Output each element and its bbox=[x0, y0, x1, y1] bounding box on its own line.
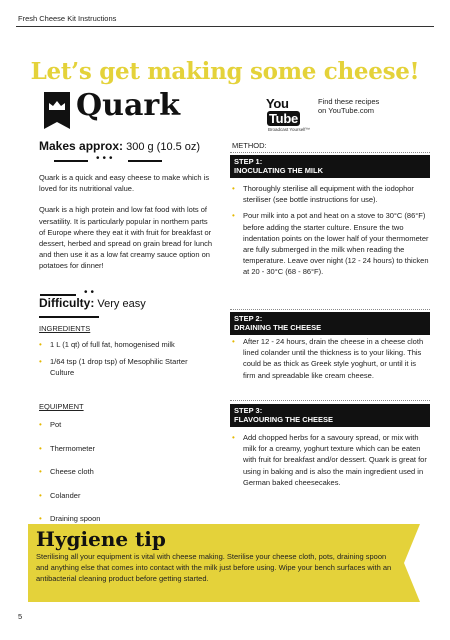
header-divider bbox=[16, 26, 434, 27]
step-1-list bbox=[232, 183, 430, 280]
youtube-logo-tube: Tube bbox=[269, 111, 298, 126]
step-divider bbox=[230, 400, 430, 401]
step-label: STEP 1: bbox=[234, 157, 263, 166]
ingredients-heading: INGREDIENTS bbox=[39, 324, 91, 333]
list-item: • Colander bbox=[39, 490, 209, 501]
page-number: 5 bbox=[18, 612, 23, 621]
makes-label: Makes approx: bbox=[39, 139, 124, 153]
step-title: INOCULATING THE MILK bbox=[234, 165, 324, 175]
intro-paragraph: Quark is a high protein and low fat food with lots of versatility. It is particularly popular in northern parts of Europe where they eat it with fruit for breakfast or dessert, herbed and spread on grain bread for lunch and then use it as a low fat creamy sauce option on potatoes for dinner! bbox=[39, 205, 213, 271]
youtube-logo[interactable] bbox=[266, 96, 312, 132]
header-title: Fresh Cheese Kit Instructions bbox=[18, 14, 117, 23]
list-item: • Pot bbox=[39, 419, 209, 430]
step-2-list bbox=[232, 336, 430, 383]
list-item: • Thoroughly sterilise all equipment with the iodophor steriliser (see bottle instructions for use). bbox=[232, 183, 430, 205]
hygiene-title: Hygiene tip bbox=[36, 527, 166, 551]
youtube-line-2[interactable]: on YouTube.com bbox=[318, 106, 375, 115]
step-1-header bbox=[230, 155, 430, 178]
list-item: • Cheese cloth bbox=[39, 466, 209, 477]
youtube-line-1: Find these recipes bbox=[318, 97, 380, 106]
list-item: • 1/64 tsp (1 drop tsp) of Mesophilic Starter Culture bbox=[39, 356, 209, 378]
ingredients-list bbox=[39, 339, 209, 378]
step-divider bbox=[230, 309, 430, 310]
youtube-logo-you: You bbox=[266, 96, 289, 111]
intro-paragraph: Quark is a quick and easy cheese to make which is loved for its nutritional value. bbox=[39, 173, 210, 194]
page-title: Let’s get making some cheese! bbox=[30, 58, 420, 85]
step-3-header bbox=[230, 404, 430, 427]
intro-text bbox=[39, 172, 214, 282]
list-item: • Pour milk into a pot and heat on a stove to 30°C (86°F) before adding the starter culture. Ensure the two indentation points on the lower half of your thermometer are fully submerged in the milk when reading the temperature. Leave over night (12 - 24 hours) to thicken at 20 - 30°C (68 - 86°F). bbox=[232, 210, 430, 277]
list-item: • Draining spoon bbox=[39, 513, 209, 524]
difficulty-value: Very easy bbox=[97, 298, 146, 310]
youtube-text bbox=[318, 97, 428, 115]
difficulty-label: Difficulty: bbox=[39, 296, 95, 310]
list-item: • Add chopped herbs for a savoury spread, or mix with milk for a creamy, yoghurt texture which can be eaten with fruit for breakfast and/or dessert. Quark is great for using in baking and is also the main ingredient used in German baked cheesecakes. bbox=[232, 432, 430, 488]
step-title: DRAINING THE CHEESE bbox=[234, 322, 322, 332]
step-2-header bbox=[230, 312, 430, 335]
makes-value: 300 g (10.5 oz) bbox=[126, 141, 201, 153]
crown-banner-icon bbox=[44, 92, 70, 122]
step-title: FLAVOURING THE CHEESE bbox=[234, 414, 334, 424]
list-item: • After 12 - 24 hours, drain the cheese in a cheese cloth lined colander until the thickness is to your liking. This could be as thick as Greek style yoghurt, or until it is firm and spreadable like cream cheese. bbox=[232, 336, 430, 381]
crown-icon bbox=[49, 101, 65, 110]
list-item: • 1 L (1 qt) of full fat, homogenised milk bbox=[39, 339, 209, 350]
step-label: STEP 3: bbox=[234, 406, 263, 415]
method-heading: METHOD: bbox=[232, 141, 267, 150]
hygiene-body: Sterilising all your equipment is vital with cheese making. Sterilise your cheese cloth, pots, draining spoon and anything else that comes into contact with the milk just before using. Wipe your bench surfaces with an antibacterial cleaning product before getting started. bbox=[36, 552, 392, 584]
step-3-list bbox=[232, 432, 430, 490]
equipment-list bbox=[39, 419, 209, 524]
difficulty bbox=[39, 296, 146, 310]
step-label: STEP 2: bbox=[234, 314, 263, 323]
equipment-heading: EQUIPMENT bbox=[39, 402, 84, 411]
makes-amount bbox=[39, 139, 200, 153]
youtube-tagline: Broadcast Yourself™ bbox=[267, 127, 311, 132]
step-divider bbox=[230, 152, 430, 153]
recipe-name: Quark bbox=[76, 88, 180, 123]
divider-middle: •• bbox=[40, 291, 114, 299]
hygiene-box-notch bbox=[404, 524, 420, 602]
list-item: • Thermometer bbox=[39, 443, 209, 454]
divider-difficulty bbox=[39, 313, 99, 321]
divider-top: ••• bbox=[54, 157, 162, 165]
